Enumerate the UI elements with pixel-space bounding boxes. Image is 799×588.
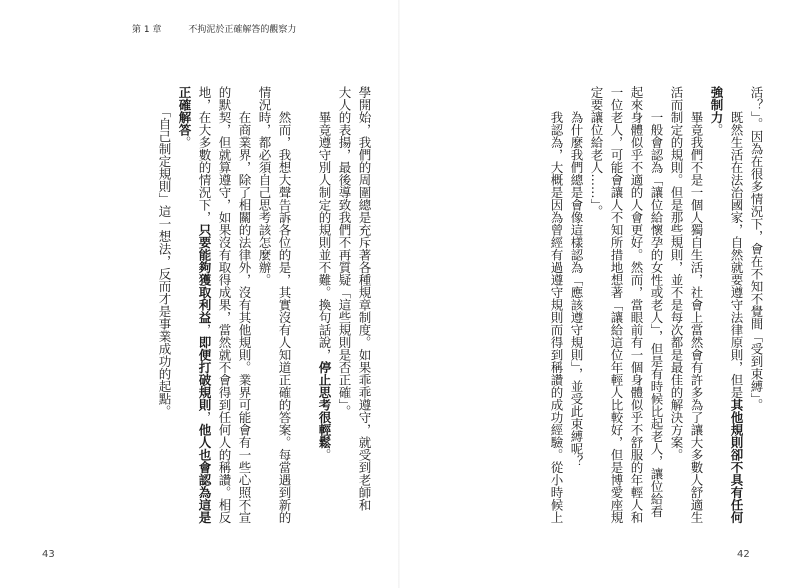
text-line: 然而，我想大聲告訴各位的是，其實沒有人知道正確的答案。每當遇到新的 — [277, 86, 292, 524]
right-page-body — [426, 86, 766, 524]
chapter-title: 不拘泥於正確解答的觀察力 — [188, 25, 297, 35]
text-line: 活而制定的規則。但是那些規則，並不是每次都是最佳的解決方案。 — [669, 86, 684, 461]
text-line: 正確解答。 — [177, 86, 192, 149]
running-header — [132, 22, 296, 35]
text-line: 為什麼我們總是會像這樣認為「應該遵守規則」，並受此束縛呢？ — [569, 86, 584, 468]
text-line: 一位老人，可能會讓人不知所措地想著「讓給這位年輕人比較好，但是博愛座規 — [609, 86, 624, 524]
text-line: 大人的表揚，最後導致我們不再質疑「這些規則是否正確」。 — [337, 86, 352, 418]
book-gutter — [398, 0, 400, 588]
text-line: 畢竟遵守別人制定的規則並不難。換句話說，停止思考很輕鬆。 — [317, 86, 332, 461]
text-line: 既然生活在法治國家，自然就要遵守法律原則，但是其他規則卻不具有任何 — [729, 86, 744, 524]
chapter-label: 第 1 章 — [132, 25, 162, 35]
text-line — [294, 86, 314, 456]
text-line: 強制力。 — [709, 86, 724, 136]
text-line: 一般會認為「讓位給懷孕的女性或老人」，但是有時候比起老人，讓位給看 — [649, 86, 664, 518]
text-line: 地，在大多數的情況下，只要能夠獲取利益，即便打破規則，他人也會認為這是 — [197, 86, 212, 524]
text-line: 情況時，都必須自己思考該怎麼辦。 — [257, 86, 272, 286]
text-line: 學開始，我們的周圍總是充斥著各種規章制度。如果乖乖遵守，就受到老師和 — [357, 86, 372, 511]
text-line: 在商業界，除了相關的法律外，沒有其他規則。業界可能會有一些心照不宣 — [237, 86, 252, 524]
text-line: 起來身體似乎不適的人會更好。然而，當眼前有一個身體似乎不舒服的年輕人和 — [629, 86, 644, 524]
page-number-right: 42 — [737, 549, 750, 560]
text-line: 定要讓位給老人……」。 — [589, 86, 604, 218]
text-line: 我認為，大概是因為曾經有過遵守規則而得到稱讚的成功經驗。從小時候上 — [549, 86, 564, 524]
text-line: 畢竟我們不是一個人獨自生活，社會上當然會有許多為了讓大多數人舒適生 — [689, 86, 704, 524]
left-page-body — [112, 86, 374, 524]
text-line: 的默契，但就算遵守，如果沒有取得成果，當然就不會得到任何人的稱讚。相反 — [217, 86, 232, 524]
text-line: 「自己制定規則」這一想法，反而才是事業成功的起點。 — [157, 86, 172, 418]
text-line: 活？」。因為在很多情況下，會在不知不覺間「受到束縛」。 — [749, 86, 764, 411]
page-number-left: 43 — [42, 549, 55, 560]
